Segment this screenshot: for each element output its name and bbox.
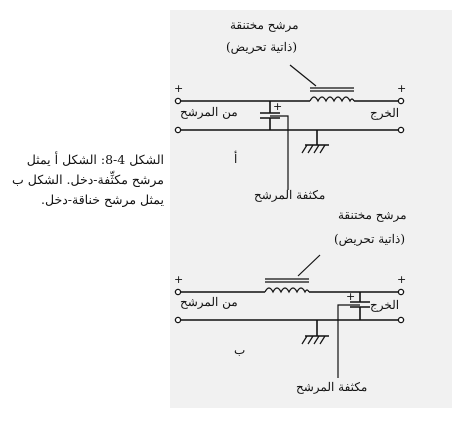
capacitor-label-a: مكثفة المرشح [254, 188, 326, 202]
svg-text:+: + [397, 82, 407, 95]
capacitor-label-b: مكثفة المرشح [296, 380, 368, 394]
svg-text:+: + [397, 273, 407, 286]
inductor-a [310, 97, 354, 101]
output-label-b: الخرج [370, 298, 400, 312]
input-label-a: من المرشح [180, 105, 238, 119]
input-label-b: من المرشح [180, 295, 238, 309]
choke-label-a: مرشح مختنقة [230, 18, 299, 32]
circuit-figure [170, 10, 452, 408]
terminal-input-top-b [175, 289, 180, 294]
inductor-b [265, 288, 309, 292]
choke-pointer-a [290, 65, 316, 86]
terminal-output-top-a [398, 98, 403, 103]
circuit-a [174, 65, 406, 190]
terminal-input-top-a [175, 98, 180, 103]
letter-b: ب [234, 343, 246, 357]
choke-pointer-b [298, 255, 320, 276]
svg-text:+: + [174, 273, 184, 286]
choke-label-b: مرشح مختنقة [338, 208, 407, 222]
capacitor-plus-b: + [346, 290, 356, 303]
letter-a: أ [234, 152, 238, 166]
capacitor-pointer-b [338, 305, 360, 378]
svg-text:+: + [174, 82, 184, 95]
output-label-a: الخرج [370, 106, 400, 120]
capacitor-plus-a: + [273, 100, 283, 113]
choke-sublabel-a: (ذاتية تحريض) [226, 40, 297, 54]
circuit-b [174, 255, 406, 378]
terminal-input-bottom-b [175, 317, 180, 322]
terminal-output-bottom-b [398, 317, 403, 322]
terminal-input-bottom-a [175, 127, 180, 132]
figure-caption: الشكل 4-8: الشكل أ يمثل مرشح مكثِّفة-دخل. الشكل ب يمثل مرشح خناقة-دخل. [12, 152, 164, 207]
capacitor-pointer-a [270, 116, 288, 190]
circuit-drawing [170, 10, 452, 408]
terminal-output-bottom-a [398, 127, 403, 132]
terminal-output-top-b [398, 289, 403, 294]
choke-sublabel-b: (ذاتية تحريض) [334, 232, 405, 246]
